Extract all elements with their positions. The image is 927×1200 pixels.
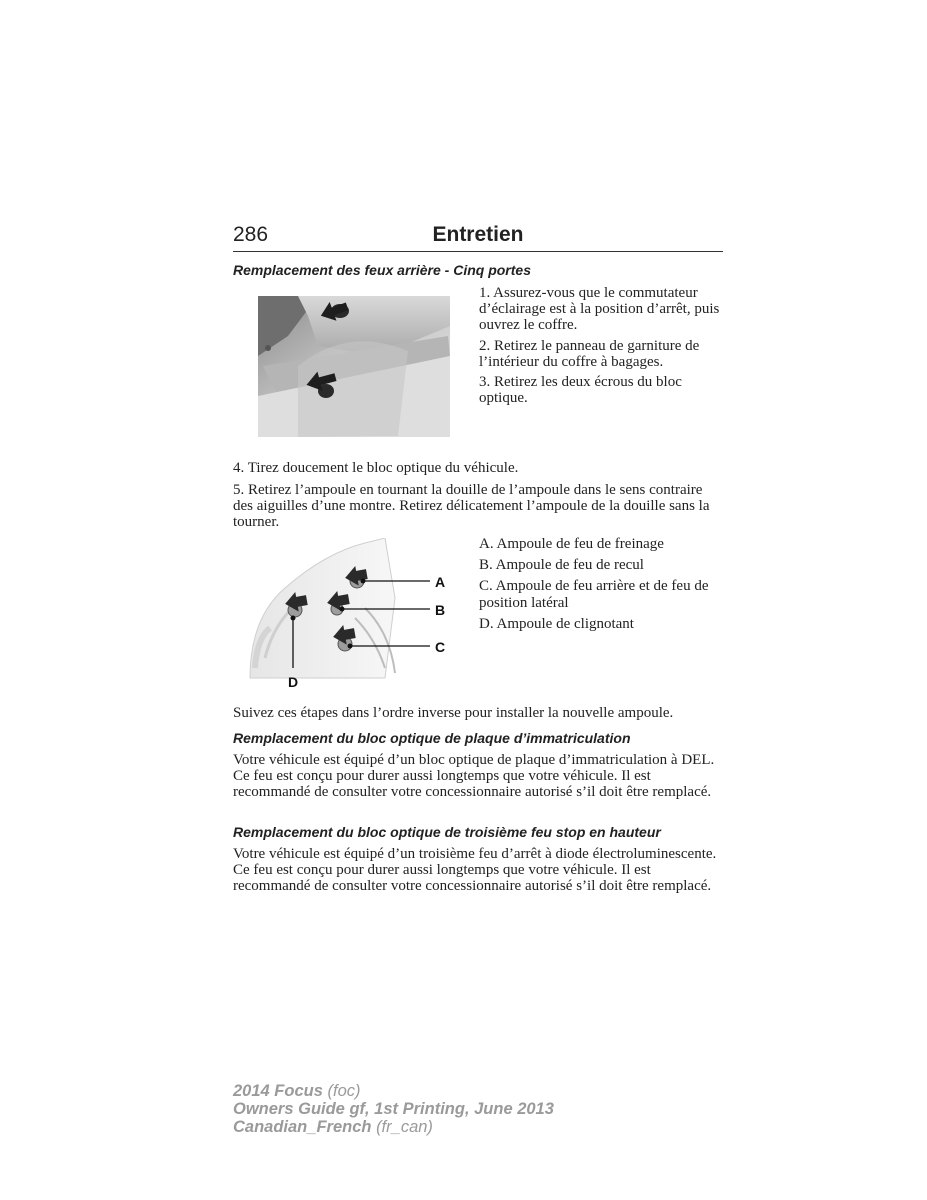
callout-a: A bbox=[435, 574, 446, 590]
section-title: Entretien bbox=[432, 223, 524, 246]
license-plate-text: Votre véhicule est équipé d’un bloc optique de plaque d’immatriculation à DEL. Ce feu est conçu pour durer aussi longtemps que votre véhicule. Il est recommandé de consulter votre concessionnaire autorisé s’il doit être remplacé. bbox=[233, 752, 715, 801]
step-3: 3. Retirez les deux écrous du bloc optique. bbox=[479, 374, 682, 407]
bulb-socket-diagram bbox=[245, 538, 460, 693]
reverse-steps-note: Suivez ces étapes dans l’ordre inverse pour installer la nouvelle ampoule. bbox=[233, 705, 674, 721]
callout-b: B bbox=[435, 602, 446, 618]
callout-d: D bbox=[288, 674, 299, 690]
footer-language-line bbox=[233, 1118, 554, 1136]
subheading-license-plate: Remplacement du bloc optique de plaque d’immatriculation bbox=[233, 730, 631, 746]
step-2: 2. Retirez le panneau de garniture de l’intérieur du coffre à bagages. bbox=[479, 337, 700, 370]
footer-language-code: (fr_can) bbox=[376, 1118, 433, 1136]
subheading-rear-lamps: Remplacement des feux arrière - Cinq portes bbox=[233, 262, 531, 278]
bulb-c: C. Ampoule de feu arrière et de feu de position latéral bbox=[479, 578, 709, 611]
steps-right-column bbox=[479, 285, 723, 406]
step-5: 5. Retirez l’ampoule en tournant la douille de l’ampoule dans le sens contraire des aiguilles d’une montre. Retirez délicatement l’ampoule de la douille sans la tourner. bbox=[233, 482, 710, 531]
bulb-a: A. Ampoule de feu de freinage bbox=[479, 536, 664, 552]
footer-model-line bbox=[233, 1082, 554, 1100]
header-rule bbox=[233, 251, 723, 252]
bulb-d: D. Ampoule de clignotant bbox=[479, 615, 634, 632]
bulb-b: B. Ampoule de feu de recul bbox=[479, 557, 644, 574]
page-number: 286 bbox=[233, 223, 269, 246]
footer bbox=[233, 1082, 554, 1136]
step-1: 1. Assurez-vous que le commutateur d’éclairage est à la position d’arrêt, puis ouvrez le coffre. bbox=[479, 285, 720, 334]
bulb-legend bbox=[479, 536, 723, 632]
trunk-nut-illustration bbox=[258, 296, 450, 437]
footer-guide: Owners Guide gf, 1st Printing, June 2013 bbox=[233, 1100, 554, 1118]
step-4: 4. Tirez doucement le bloc optique du véhicule. bbox=[233, 460, 519, 476]
subheading-third-brake-lamp: Remplacement du bloc optique de troisième feu stop en hauteur bbox=[233, 824, 661, 840]
callout-c: C bbox=[435, 639, 446, 655]
footer-model: 2014 Focus bbox=[233, 1082, 323, 1100]
third-brake-lamp-text: Votre véhicule est équipé d’un troisième feu d’arrêt à diode électroluminescente. Ce feu est conçu pour durer aussi longtemps que votre véhicule. Il est recommandé de consulter votre concessionnaire autorisé s’il doit être remplacé. bbox=[233, 846, 717, 895]
footer-language: Canadian_French bbox=[233, 1118, 372, 1136]
footer-model-code: (foc) bbox=[327, 1082, 361, 1100]
